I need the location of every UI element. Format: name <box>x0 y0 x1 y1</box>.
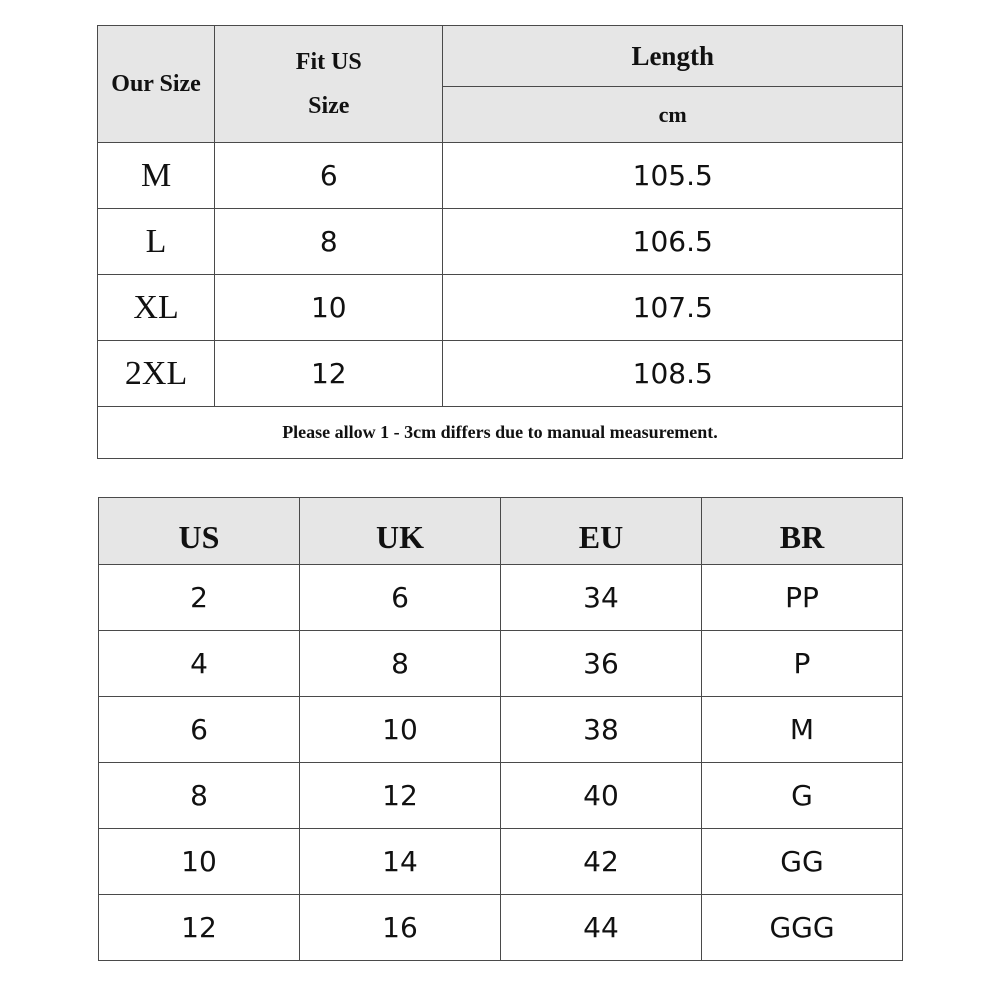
table-row <box>99 763 903 829</box>
br-cell: GGG <box>702 895 903 961</box>
fit-us-cell: 6 <box>215 143 443 209</box>
length-cell: 107.5 <box>443 275 903 341</box>
fit-us-cell: 10 <box>215 275 443 341</box>
header-length: Length <box>443 26 903 87</box>
eu-cell: 38 <box>501 697 702 763</box>
fit-us-cell: 8 <box>215 209 443 275</box>
table-row <box>98 143 903 209</box>
header-eu: EU <box>501 498 702 565</box>
uk-cell: 6 <box>300 565 501 631</box>
size-cell: L <box>98 209 215 275</box>
size-cell: 2XL <box>98 341 215 407</box>
table-row <box>98 341 903 407</box>
length-cell: 106.5 <box>443 209 903 275</box>
uk-cell: 10 <box>300 697 501 763</box>
table-row <box>99 895 903 961</box>
table-row <box>98 209 903 275</box>
header-fit-us-line1: Fit US <box>295 49 362 75</box>
table-row <box>99 565 903 631</box>
size-cell: M <box>98 143 215 209</box>
us-cell: 2 <box>99 565 300 631</box>
measurement-note: Please allow 1 - 3cm differs due to manual measurement. <box>98 407 903 459</box>
header-br: BR <box>702 498 903 565</box>
length-cell: 105.5 <box>443 143 903 209</box>
eu-cell: 42 <box>501 829 702 895</box>
table-row <box>98 275 903 341</box>
br-cell: GG <box>702 829 903 895</box>
uk-cell: 14 <box>300 829 501 895</box>
length-cell: 108.5 <box>443 341 903 407</box>
br-cell: M <box>702 697 903 763</box>
us-cell: 6 <box>99 697 300 763</box>
eu-cell: 44 <box>501 895 702 961</box>
size-chart-header-row <box>98 26 903 87</box>
table-row <box>99 697 903 763</box>
size-conversion-table <box>98 497 903 961</box>
conversion-header-row <box>99 498 903 565</box>
size-cell: XL <box>98 275 215 341</box>
uk-cell: 16 <box>300 895 501 961</box>
note-row <box>98 407 903 459</box>
header-fit-us-size <box>215 26 443 143</box>
header-unit-cm: cm <box>443 87 903 143</box>
table-row <box>99 631 903 697</box>
size-chart-table <box>97 25 903 459</box>
fit-us-cell: 12 <box>215 341 443 407</box>
br-cell: G <box>702 763 903 829</box>
header-fit-us-line2: Size <box>308 93 350 119</box>
br-cell: P <box>702 631 903 697</box>
eu-cell: 40 <box>501 763 702 829</box>
us-cell: 12 <box>99 895 300 961</box>
table-row <box>99 829 903 895</box>
eu-cell: 34 <box>501 565 702 631</box>
us-cell: 4 <box>99 631 300 697</box>
uk-cell: 8 <box>300 631 501 697</box>
us-cell: 10 <box>99 829 300 895</box>
header-our-size: Our Size <box>98 26 215 143</box>
header-uk: UK <box>300 498 501 565</box>
eu-cell: 36 <box>501 631 702 697</box>
header-us: US <box>99 498 300 565</box>
uk-cell: 12 <box>300 763 501 829</box>
us-cell: 8 <box>99 763 300 829</box>
br-cell: PP <box>702 565 903 631</box>
